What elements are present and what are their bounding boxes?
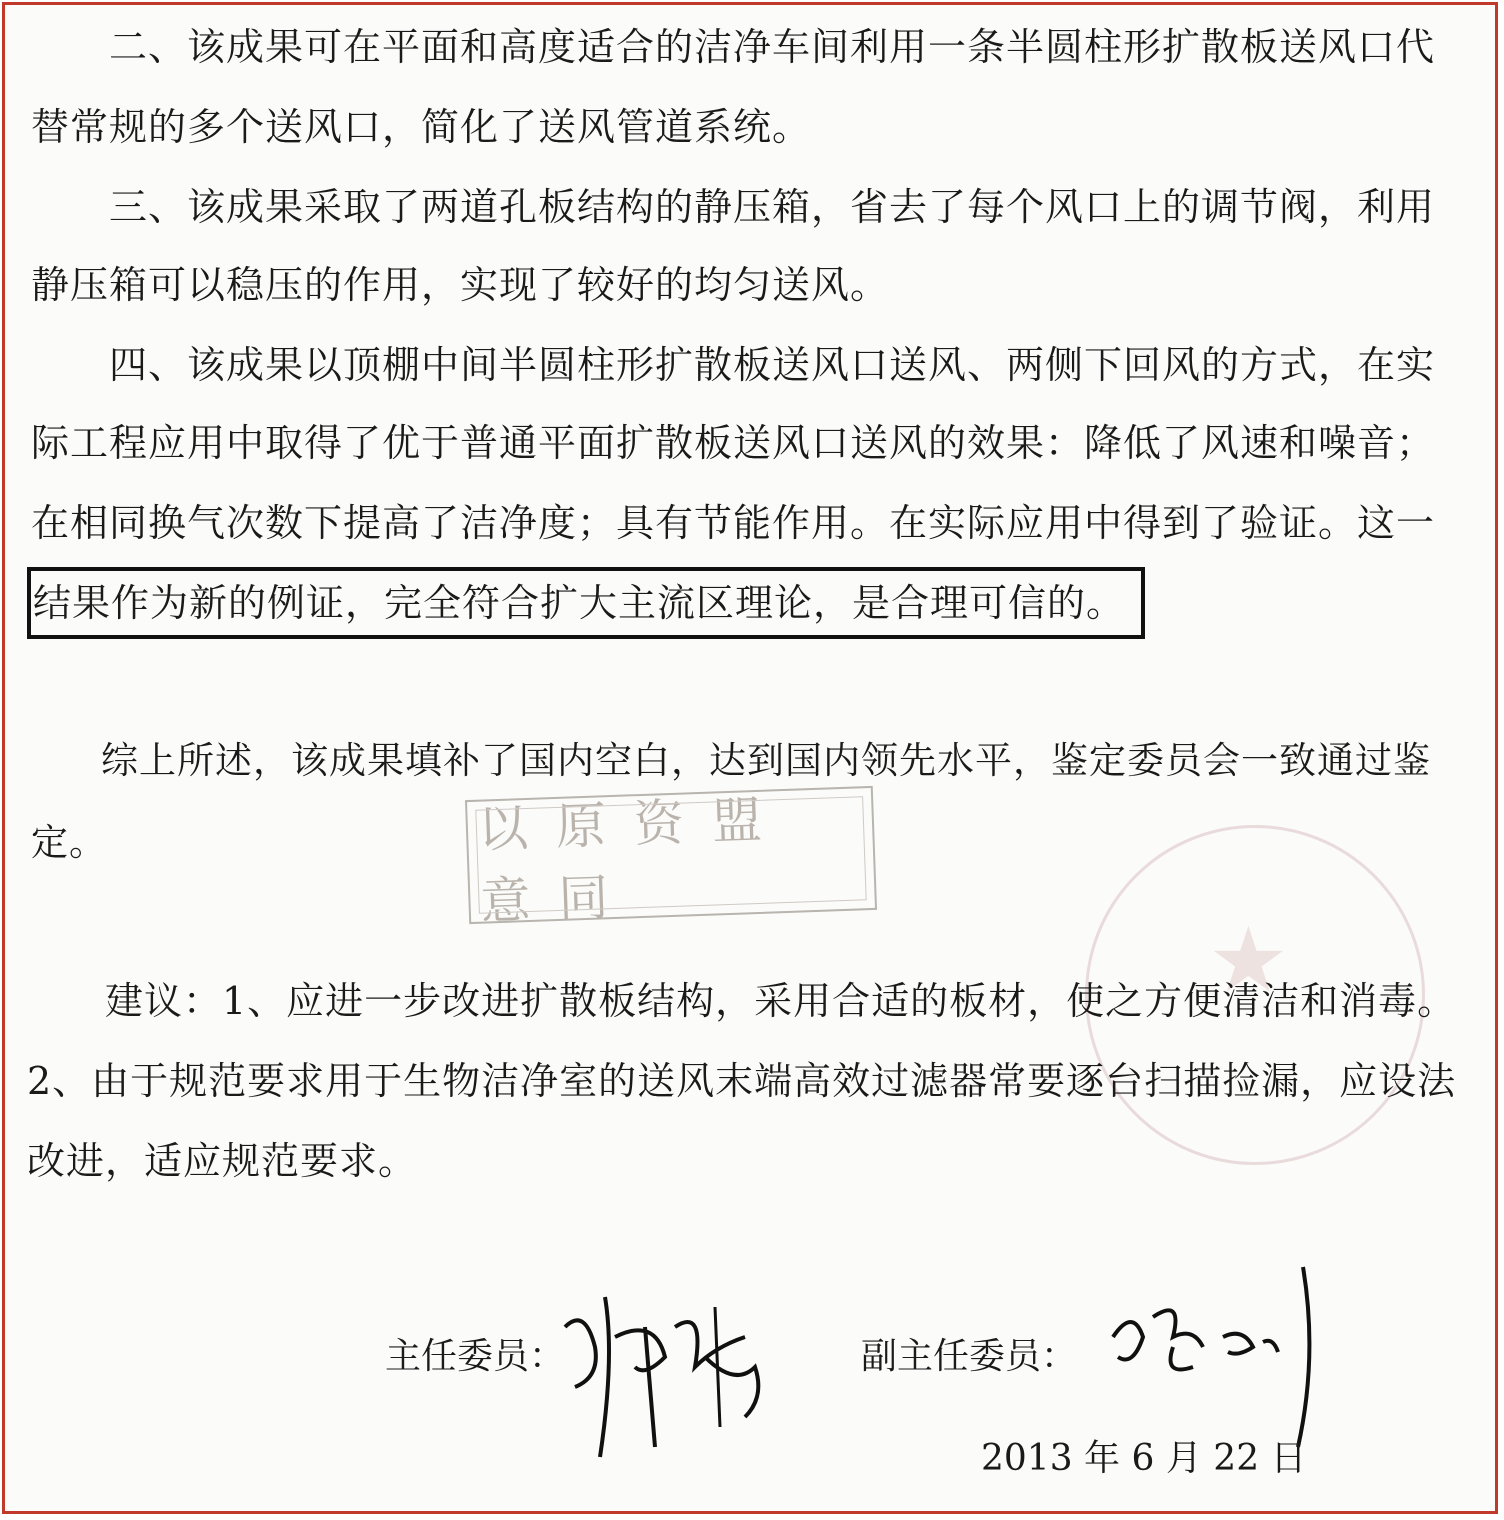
- paragraph-line: 三、该成果采取了两道孔板结构的静压箱，省去了每个风口上的调节阀，利用: [109, 185, 1436, 229]
- sign-date: 2013 年 6 月 22 日: [981, 1438, 1307, 1479]
- conclusion-line: 综上所述，该成果填补了国内空白，达到国内领先水平，鉴定委员会一致通过鉴: [101, 739, 1431, 782]
- paragraph-line: 四、该成果以顶棚中间半圆柱形扩散板送风口送风、两侧下回风的方式，在实: [109, 343, 1436, 387]
- suggestion-line: 改进，适应规范要求。: [27, 1139, 418, 1183]
- chair-signature: [545, 1267, 785, 1477]
- paragraph-line: 在相同换气次数下提高了洁净度；具有节能作用。在实际应用中得到了验证。这一: [31, 501, 1436, 545]
- paragraph-line: 二、该成果可在平面和高度适合的洁净车间利用一条半圆柱形扩散板送风口代: [109, 25, 1436, 69]
- approval-stamp: [465, 786, 877, 931]
- highlighted-line: 结果作为新的例证，完全符合扩大主流区理论，是合理可信的。: [33, 581, 1126, 625]
- suggestion-line: 2、由于规范要求用于生物洁净室的送风末端高效过滤器常要逐台扫描捡漏，应设法: [27, 1059, 1457, 1103]
- vice-chair-label: 副主任委员：: [861, 1336, 1078, 1377]
- stamp-text: 以原资盟意同: [476, 789, 791, 931]
- vice-chair-signature: [1103, 1257, 1323, 1457]
- paragraph-line: 替常规的多个送风口，简化了送风管道系统。: [31, 105, 812, 149]
- chair-label: 主任委员：: [385, 1336, 566, 1377]
- document-page: [2, 2, 1498, 1514]
- paragraph-line: 际工程应用中取得了优于普通平面扩散板送风口送风的效果：降低了风速和噪音；: [31, 421, 1436, 465]
- paragraph-line: 静压箱可以稳压的作用，实现了较好的均匀送风。: [31, 263, 890, 307]
- conclusion-line: 定。: [31, 821, 107, 864]
- suggestion-line: 建议：1、应进一步改进扩散板结构，采用合适的板材，使之方便清洁和消毒。: [105, 979, 1457, 1023]
